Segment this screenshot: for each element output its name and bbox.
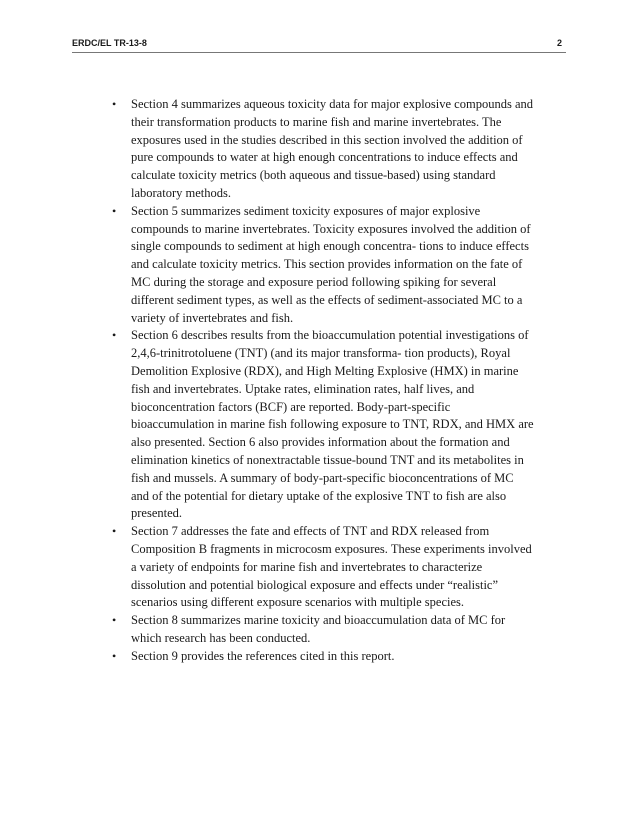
- page-number: 2: [556, 38, 562, 48]
- list-item-text: Section 4 summarizes aqueous toxicity data for major explosive compounds and their transformation products to marine fish and marine invertebrates. The exposures used in the studies described in this section involved the addition of pure compounds to water at high enough concentrations to induce effects and calculate toxicity metrics (both aqueous and tissue-based) using standard laboratory methods.: [131, 97, 533, 200]
- list-item-text: Section 7 addresses the fate and effects of TNT and RDX released from Composition B fragments in microcosm exposures. These experiments involved a variety of endpoints for marine fish and invertebrates to characterize dissolution and potential biological exposure and effects under “realistic” scenarios using different exposure scenarios with multiple species.: [131, 524, 532, 610]
- list-item-section-7: [114, 523, 534, 612]
- bullet-icon: •: [112, 203, 117, 218]
- bullet-icon: •: [112, 97, 117, 111]
- list-item-section-9: [114, 648, 534, 666]
- list-item-text: Section 5 summarizes sediment toxicity exposures of major explosive compounds to marine invertebrates. Toxicity exposures involved the addition of single compounds to sediment at high enough concentra- tions to induce effects and calculate toxicity metrics. This section provides information on the fate of MC during the storage and exposure period following spiking for several different sediment types, as well as the effects of sediment-associated MC to a variety of invertebrates and fish.: [131, 203, 531, 325]
- list-item-section-6: [114, 327, 534, 523]
- report-id: ERDC/EL TR-13-8: [72, 38, 147, 48]
- bullet-icon: •: [112, 524, 117, 539]
- section-summary-list: [114, 96, 534, 666]
- bullet-icon: •: [112, 328, 117, 343]
- list-item-text: Section 8 summarizes marine toxicity and bioaccumulation data of MC for which research has been conducted.: [131, 613, 506, 645]
- list-item-text: Section 6 describes results from the bioaccumulation potential investigations of 2,4,6-trinitrotoluene (TNT) (and its major transforma- tion products), Royal Demolition Explosive (RDX), and High Melting Explosive (HMX) in marine fish and invertebrates. Uptake rates, elimination rates, half lives, and bioconcentration factors (BCF) are reported. Body-part-specific bioaccumulation in marine fish following exposure to TNT, RDX, and HMX are also presented. Section 6 also provides information about the formation and elimination kinetics of nonextractable tissue-bound TNT and its metabolites in fish and mussels. A summary of body-part-specific bioconcentrations of MC and of the potential for dietary uptake of the explosive TNT to fish are also presented.: [131, 328, 534, 521]
- list-item-section-8: [114, 612, 534, 648]
- page-header: [72, 36, 566, 53]
- list-item-section-4: [114, 96, 534, 203]
- list-item-section-5: [114, 203, 534, 328]
- list-item-text: Section 9 provides the references cited in this report.: [131, 648, 395, 663]
- bullet-icon: •: [112, 613, 117, 628]
- bullet-list: [114, 96, 534, 666]
- bullet-icon: •: [112, 648, 117, 663]
